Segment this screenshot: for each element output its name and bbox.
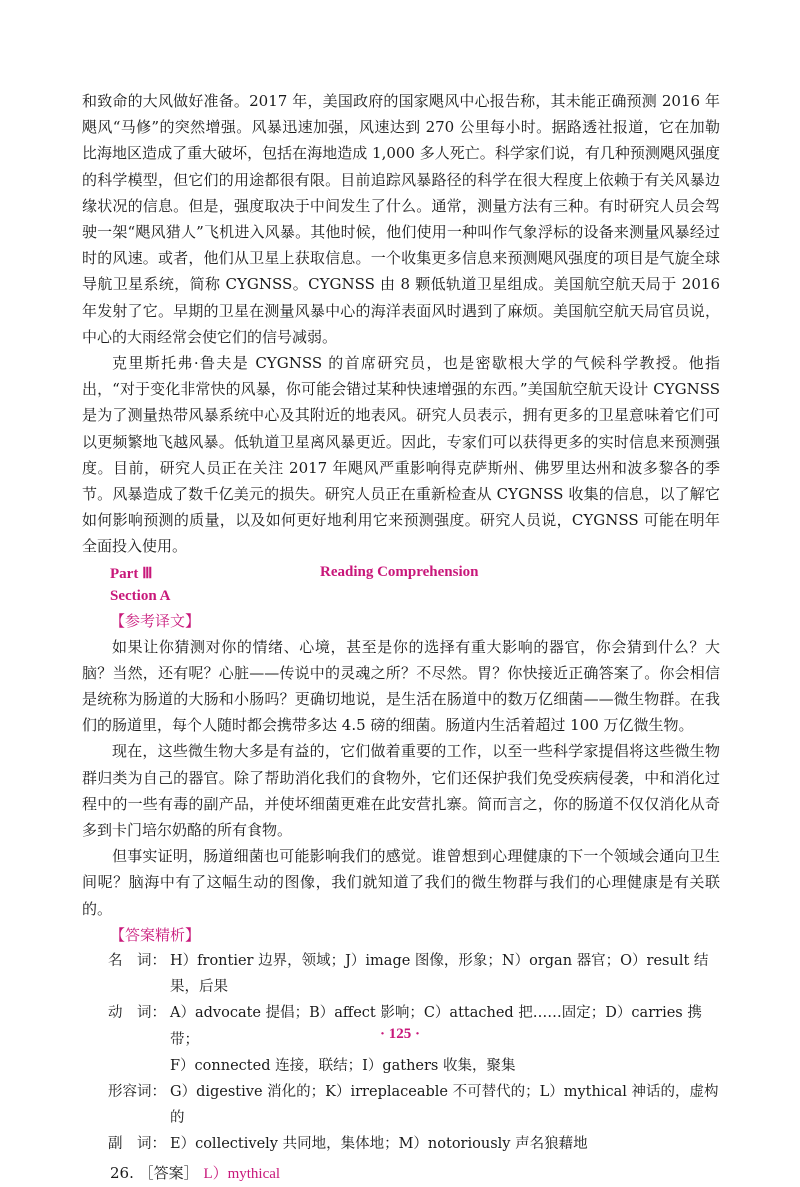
vocab-adjectives: [82, 1079, 720, 1131]
vocab-text: G）digestive 消化的；K）irreplaceable 不可替代的；L）mythical 神话的，虚构的: [170, 1083, 719, 1127]
part-title: Reading Comprehension: [320, 563, 479, 580]
translation-heading: 【参考译文】: [110, 611, 201, 630]
translation-paragraph: 但事实证明，肠道细菌也可能影响我们的感觉。谁曾想到心理健康的下一个领域会通向卫生间呢？脑海中有了这幅生动的图像，我们就知道了我们的微生物群与我们的心理健康是有关联的。: [82, 847, 720, 918]
translation-paragraph: 现在，这些微生物大多是有益的，它们做着重要的工作，以至一些科学家提倡将这些微生物群归类为自己的器官。除了帮助消化我们的食物外，它们还保护我们免受疾病侵袭，中和消化过程中的一些有毒的副产品，并使坏细菌更难在此安营扎寨。简而言之，你的肠道不仅仅消化从奇多到卡门培尔奶酪的所有食物。: [82, 742, 720, 840]
question-number: 26.: [110, 1163, 134, 1182]
vocab-text: E）collectively 共同地，集体地；M）notoriously 声名狼藉地: [170, 1136, 588, 1153]
vocab-text: A）advocate 提倡；B）affect 影响；C）attached 把……固定；D）carries 携带；: [170, 1005, 702, 1048]
analysis-heading: 【答案精析】: [110, 925, 201, 944]
answer-label: ［答案］: [138, 1163, 199, 1182]
vocab-label: 动 词：: [108, 1005, 166, 1022]
vocab-label: 名 词：: [108, 952, 166, 969]
vocab-text: H）frontier 边界，领域；J）image 图像，形象；N）organ 器官；O）result 结果，后果: [170, 952, 709, 996]
page-number: · 125 ·: [379, 1026, 420, 1042]
vocab-label: 形容词：: [108, 1083, 166, 1100]
part-label: Part Ⅲ: [110, 565, 153, 582]
vocab-adverbs: [82, 1131, 720, 1157]
paragraph: 和致命的大风做好准备。2017 年，美国政府的国家飓风中心报告称，其未能正确预测 2016 年飓风“马修”的突然增强。风暴迅速加强，风速达到 270 公里每小时。据路透社报道，它在加勒比海地区造成了重大破坏，包括在海地造成 1,000 多人死亡。科学家们说，有几种预测飓风强度的科学模型，但它们的用途都很有限。目前追踪风暴路径的科学在很大程度上依赖于有关风暴边缘状况的信息。但是，强度取决于中间发生了什么。通常，测量方法有三种。有时研究人员会驾驶一架“飓风猎人”飞机进入风暴。其他时候，他们使用一种叫作气象浮标的设备来测量风暴经过时的风速。或者，他们从卫星上获取信息。一个收集更多信息来预测飓风强度的项目是气旋全球导航卫星系统，简称 CYGNSS。CYGNSS 由 8 颗低轨道卫星组成。美国航空航天局于 2016 年发射了它。早期的卫星在测量风暴中心的海洋表面风时遇到了麻烦。美国航空航天局官员说，中心的大雨经常会使它们的信号减弱。: [82, 92, 720, 346]
paragraph: 克里斯托弗·鲁夫是 CYGNSS 的首席研究员，也是密歇根大学的气候科学教授。他指出，“对于变化非常快的风暴，你可能会错过某种快速增强的东西。”美国航空航天设计 CYGNSS 是为了测量热带风暴系统中心及其附近的地表风。研究人员表示，拥有更多的卫星意味着它们可以更频繁地飞越风暴。低轨道卫星离风暴更近。因此，专家们可以获得更多的实时信息来预测强度。目前，研究人员正在关注 2017 年飓风严重影响得克萨斯州、佛罗里达州和波多黎各的季节。风暴造成了数千亿美元的损失。研究人员正在重新检查从 CYGNSS 收集的信息，以了解它如何影响预测的质量，以及如何更好地利用它来预测强度。研究人员说，CYGNSS 可能在明年全面投入使用。: [82, 354, 720, 556]
answer-value: L）mythical: [203, 1165, 281, 1182]
vocab-nouns: [82, 948, 720, 1000]
translation-paragraph: 如果让你猜测对你的情绪、心境，甚至是你的选择有重大影响的器官，你会猜到什么？大脑？当然，还有呢？心脏——传说中的灵魂之所？不尽然。胃？你快接近正确答案了。你会相信是统称为肠道的大肠和小肠吗？更确切地说，是生活在肠道中的数万亿细菌——微生物群。在我们的肠道里，每个人随时都会携带多达 4.5 磅的细菌。肠道内生活着超过 100 万亿微生物。: [82, 637, 720, 735]
part-heading: [82, 560, 720, 584]
vocab-verbs-continued: F）connected 连接，联结；I）gathers 收集，聚集: [170, 1057, 516, 1074]
section-heading: Section A: [110, 587, 171, 604]
page-content: [82, 88, 720, 1187]
vocab-label: 副 词：: [108, 1136, 166, 1153]
answer-line: [82, 1160, 720, 1187]
